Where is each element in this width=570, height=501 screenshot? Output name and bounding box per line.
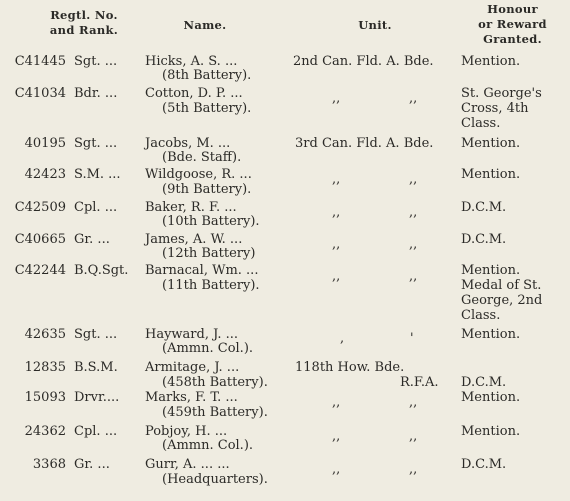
regtl-no: 24362	[24, 424, 66, 439]
rank: Cpl. ...	[74, 424, 118, 439]
rank: Sgt. ...	[74, 54, 118, 69]
honour: D.C.M.	[461, 200, 507, 215]
name: Jacobs, M. ...	[145, 136, 231, 151]
header-regtl-line1: Regtl. No.	[50, 8, 118, 22]
honour: Mention.	[461, 263, 521, 278]
ditto-mark: ,,	[409, 172, 418, 187]
ditto-mark: '	[410, 331, 414, 346]
name: Hayward, J. ...	[145, 327, 238, 342]
name-detail: (Ammn. Col.).	[162, 341, 254, 356]
name-detail: (459th Battery).	[162, 405, 268, 420]
rank: B.Q.Sgt.	[74, 263, 129, 278]
name-detail: (11th Battery).	[162, 278, 260, 293]
regtl-no: 12835	[24, 360, 66, 375]
regtl-no: 15093	[24, 390, 66, 405]
rank: Sgt. ...	[74, 327, 118, 342]
regtl-no: C40665	[14, 232, 66, 247]
rank: Gr. ...	[74, 232, 110, 247]
name: James, A. W. ...	[145, 232, 243, 247]
name-detail: (8th Battery).	[162, 68, 252, 83]
name: Armitage, J. ...	[145, 360, 240, 375]
ditto-mark: ,,	[332, 237, 341, 252]
name: Barnacal, Wm. ...	[145, 263, 259, 278]
name: Hicks, A. S. ...	[145, 54, 238, 69]
header-name: Name.	[183, 18, 227, 32]
regtl-no: C42509	[14, 200, 66, 215]
ditto-mark: ,,	[409, 91, 418, 106]
honour-line2: Cross, 4th	[461, 101, 529, 116]
rank: Drvr....	[74, 390, 120, 405]
honour: St. George's	[461, 86, 542, 101]
name: Wildgoose, R. ...	[145, 167, 252, 182]
unit: 3rd Can. Fld. A. Bde.	[295, 136, 434, 151]
honour-line2: Medal of St.	[461, 278, 542, 293]
honour: D.C.M.	[461, 457, 507, 472]
honour: Mention.	[461, 167, 521, 182]
rank: Cpl. ...	[74, 200, 118, 215]
name: Gurr, A. ... ...	[145, 457, 230, 472]
rank: Sgt. ...	[74, 136, 118, 151]
regtl-no: 42423	[24, 167, 66, 182]
header-honour-line1: Honour	[487, 2, 538, 16]
ditto-mark: ,,	[332, 429, 341, 444]
ditto-mark: ,,	[409, 429, 418, 444]
honour-line3: George, 2nd	[461, 293, 543, 308]
ditto-mark: ,,	[332, 91, 341, 106]
name-detail: (5th Battery).	[162, 101, 252, 116]
name: Marks, F. T. ...	[145, 390, 238, 405]
regtl-no: 40195	[24, 136, 66, 151]
name-detail: (9th Battery).	[162, 182, 252, 197]
ditto-mark: ,,	[409, 395, 418, 410]
ditto-mark: ,,	[332, 395, 341, 410]
honour: Mention.	[461, 390, 521, 405]
name-detail: (458th Battery).	[162, 375, 268, 390]
regtl-no: 3368	[32, 457, 66, 472]
header-honour	[455, 2, 570, 47]
ditto-mark: ,,	[332, 462, 341, 477]
name-detail: (Headquarters).	[162, 472, 268, 487]
name: Cotton, D. P. ...	[145, 86, 243, 101]
honour: Mention.	[461, 54, 521, 69]
header-honour-line2: or Reward	[478, 17, 547, 31]
regtl-no: C41445	[14, 54, 66, 69]
name-detail: (10th Battery).	[162, 214, 260, 229]
rank: Gr. ...	[74, 457, 110, 472]
unit-line2: R.F.A.	[400, 375, 439, 390]
rank: S.M. ...	[74, 167, 121, 182]
ditto-mark: ,,	[332, 205, 341, 220]
honour-line3: Class.	[461, 116, 501, 131]
regtl-no: C41034	[14, 86, 66, 101]
ditto-mark: ,,	[409, 237, 418, 252]
honour-line4: Class.	[461, 308, 501, 323]
regtl-no: 42635	[24, 327, 66, 342]
honour: Mention.	[461, 136, 521, 151]
name-detail: (Bde. Staff).	[162, 150, 242, 165]
ditto-mark: ,	[340, 331, 345, 346]
name: Baker, R. F. ...	[145, 200, 237, 215]
header-unit: Unit.	[358, 18, 392, 32]
header-regtl-line2: and Rank.	[49, 23, 119, 37]
unit: 2nd Can. Fld. A. Bde.	[293, 54, 434, 69]
name: Pobjoy, H. ...	[145, 424, 228, 439]
honour: Mention.	[461, 424, 521, 439]
ditto-mark: ,,	[409, 205, 418, 220]
ditto-mark: ,,	[332, 172, 341, 187]
honour: D.C.M.	[461, 375, 507, 390]
name-detail: (Ammn. Col.).	[162, 438, 254, 453]
honour: Mention.	[461, 327, 521, 342]
regtl-no: C42244	[14, 263, 66, 278]
ditto-mark: ,,	[332, 269, 341, 284]
name-detail: (12th Battery)	[162, 246, 256, 261]
rank: Bdr. ...	[74, 86, 118, 101]
header-regtl-no-rank	[24, 8, 144, 38]
ditto-mark: ,,	[409, 269, 418, 284]
header-honour-line3: Granted.	[483, 32, 542, 46]
unit: 118th How. Bde.	[295, 360, 405, 375]
rank: B.S.M.	[74, 360, 118, 375]
honour: D.C.M.	[461, 232, 507, 247]
ditto-mark: ,,	[409, 462, 418, 477]
